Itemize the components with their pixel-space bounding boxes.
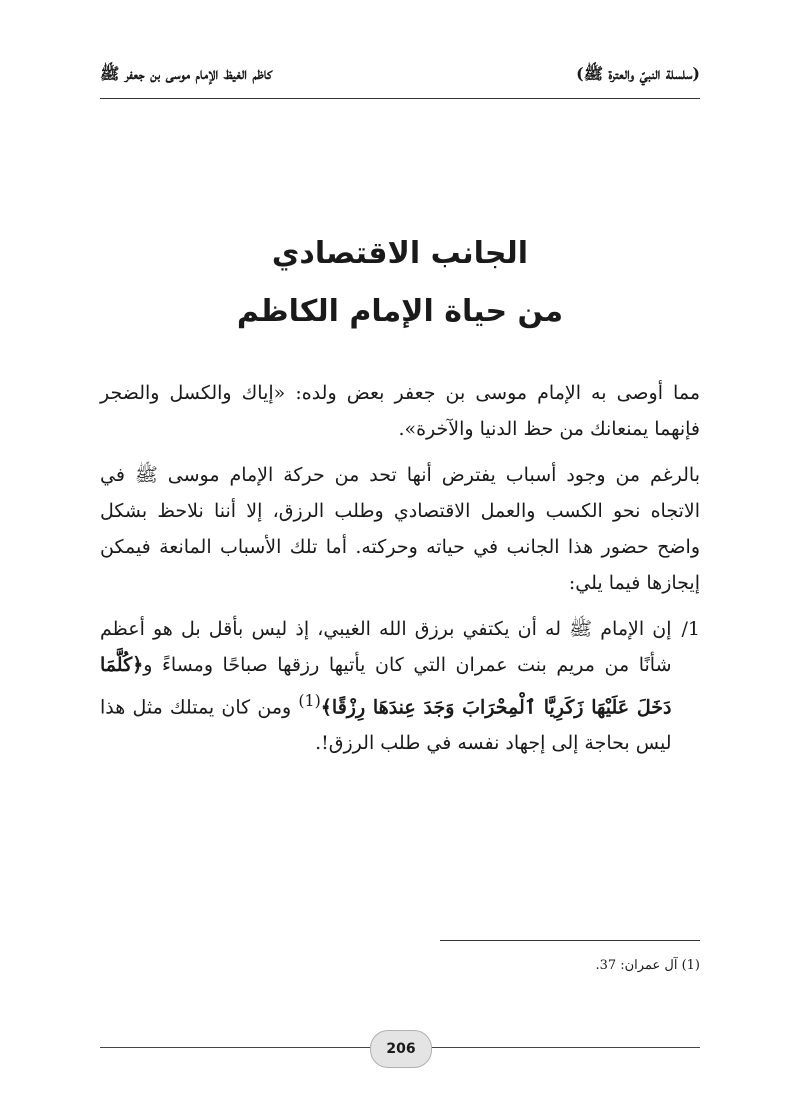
footnote-rule	[440, 940, 700, 941]
body-text	[100, 375, 700, 761]
footnote-marker: (1)	[298, 691, 321, 710]
chapter-title-line-2: من حياة الإمام الكاظم	[236, 294, 564, 329]
header-rule	[100, 98, 700, 99]
paragraph-2: بالرغم من وجود أسباب يفترض أنها تحد من حركة الإمام موسى ﷺ في الاتجاه نحو الكسب والعمل الاقتصادي وطلب الرزق، إلا أننا نلاحظ بشكل واضح حضور هذا الجانب في حياته وحركته. أما تلك الأسباب المانعة فيمكن إيجازها فيما يلي:	[100, 464, 700, 594]
quran-quote: ﴿كُلَّمَا دَخَلَ عَلَيْهَا زَكَرِيَّا ٱلْمِحْرَابَ وَجَدَ عِندَهَا رِزْقًا﴾	[100, 654, 672, 719]
paragraph-1: مما أوصى به الإمام موسى بن جعفر بعض ولده: «إياك والكسل والضجر فإنهما يمنعانك من حظ الدنيا والآخرة».	[100, 382, 700, 440]
chapter-title-line-1: الجانب الاقتصادي	[271, 236, 529, 271]
header-book-title: كاظم الغيظ الإمام موسى بن جعفر ﷺ	[100, 63, 272, 83]
list-item-text-end: ومن كان يمتلك مثل هذا ليس بحاجة إلى إجهاد نفسه في طلب الرزق!.	[100, 696, 672, 755]
list-item-number: 1/	[681, 618, 700, 640]
chapter-title	[0, 225, 800, 341]
list-item-1	[100, 611, 700, 761]
page-number: 206	[370, 1030, 432, 1068]
header-series-title: (سلسلة النبيّ والعترة ﷺ)	[576, 63, 700, 83]
list-item-text	[100, 611, 672, 761]
footnote: (1) آل عمران: 37.	[595, 958, 700, 973]
list-item-text-start: إن الإمام ﷺ له أن يكتفي برزق الله الغيبي، إذ ليس بأقل بل هو أعظم شأنًا من مريم بنت عمران التي كان يأتيها رزقها صباحًا ومساءً و	[100, 618, 672, 676]
running-header	[100, 55, 700, 95]
page-footer	[100, 1030, 700, 1066]
